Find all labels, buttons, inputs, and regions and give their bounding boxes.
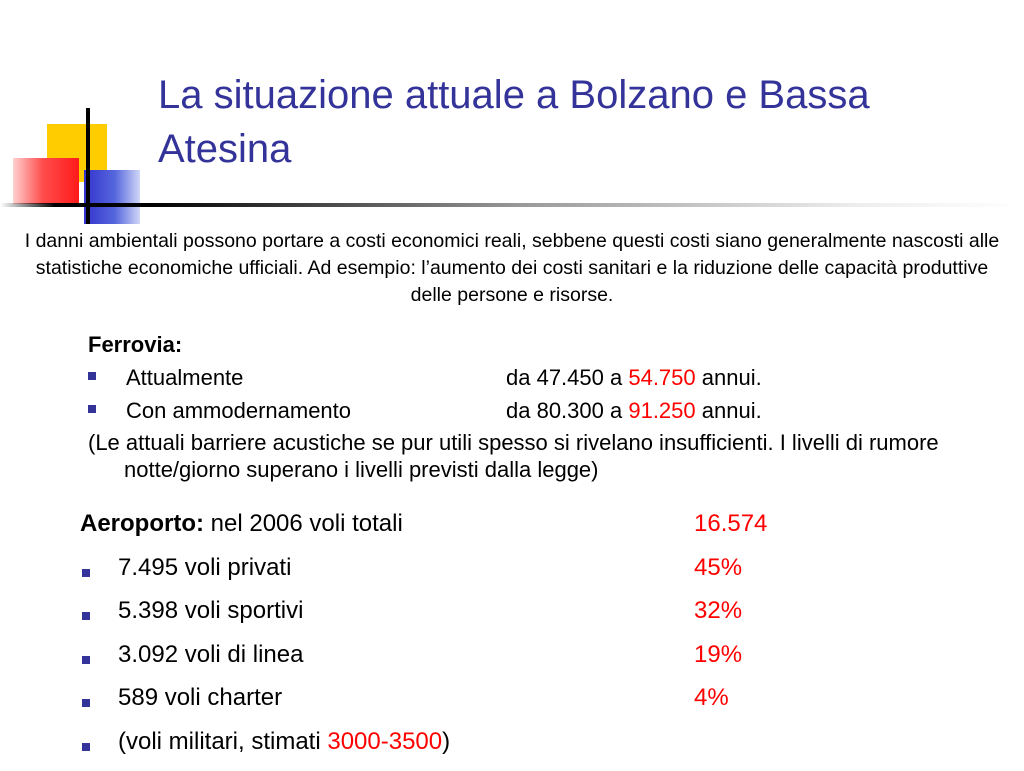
ferrovia-item-label: Attualmente bbox=[126, 361, 243, 394]
bullet-icon bbox=[88, 372, 96, 380]
ferrovia-item-attualmente bbox=[88, 361, 1018, 394]
aeroporto-item bbox=[80, 554, 1010, 598]
value-prefix: da 47.450 a bbox=[506, 365, 628, 390]
ferrovia-section bbox=[88, 328, 1018, 483]
aeroporto-heading-text: nel 2006 voli totali bbox=[204, 510, 403, 537]
logo-blue-square bbox=[84, 170, 140, 224]
military-prefix: (voli militari, stimati bbox=[118, 728, 327, 755]
value-highlight: 91.250 bbox=[628, 398, 695, 423]
aeroporto-item-value: 45% bbox=[694, 554, 742, 582]
aeroporto-item-value: 4% bbox=[694, 684, 729, 712]
aeroporto-military-item bbox=[80, 728, 1010, 771]
aeroporto-heading-row bbox=[80, 510, 1010, 554]
aeroporto-total: 16.574 bbox=[694, 510, 767, 538]
ferrovia-note: (Le attuali barriere acustiche se pur utili spesso si rivelano insufficienti. I livelli di rumore notte/giorno superano i livelli previsti dalla legge) bbox=[88, 429, 1024, 483]
aeroporto-item bbox=[80, 597, 1010, 641]
title-divider-line bbox=[0, 198, 1024, 212]
slide-title: La situazione attuale a Bolzano e Bassa Atesina bbox=[158, 68, 978, 176]
value-highlight: 54.750 bbox=[628, 365, 695, 390]
value-prefix: da 80.300 a bbox=[506, 398, 628, 423]
aeroporto-item-label: 7.495 voli privati bbox=[118, 554, 291, 582]
bullet-icon bbox=[82, 656, 90, 664]
aeroporto-item bbox=[80, 684, 1010, 728]
aeroporto-item-label: 3.092 voli di linea bbox=[118, 641, 303, 669]
bullet-icon bbox=[88, 405, 96, 413]
ferrovia-item-ammodernamento bbox=[88, 394, 1018, 427]
value-suffix: annui. bbox=[696, 398, 762, 423]
aeroporto-military-label bbox=[118, 728, 450, 756]
aeroporto-item-value: 19% bbox=[694, 641, 742, 669]
military-suffix: ) bbox=[442, 728, 450, 755]
aeroporto-heading bbox=[80, 510, 403, 538]
aeroporto-section bbox=[80, 510, 1010, 771]
aeroporto-item-label: 5.398 voli sportivi bbox=[118, 597, 303, 625]
bullet-icon bbox=[82, 612, 90, 620]
ferrovia-item-value bbox=[506, 394, 762, 427]
bullet-icon bbox=[82, 743, 90, 751]
bullet-icon bbox=[82, 699, 90, 707]
value-suffix: annui. bbox=[696, 365, 762, 390]
military-highlight: 3000-3500 bbox=[327, 728, 442, 755]
aeroporto-item-label: 589 voli charter bbox=[118, 684, 282, 712]
logo-red-square bbox=[13, 158, 79, 204]
ferrovia-item-label: Con ammodernamento bbox=[126, 394, 351, 427]
ferrovia-item-value bbox=[506, 361, 762, 394]
aeroporto-item bbox=[80, 641, 1010, 685]
bullet-icon bbox=[82, 569, 90, 577]
aeroporto-item-value: 32% bbox=[694, 597, 742, 625]
ferrovia-heading: Ferrovia: bbox=[88, 328, 1018, 361]
aeroporto-heading-label: Aeroporto: bbox=[80, 510, 204, 537]
intro-paragraph: I danni ambientali possono portare a costi economici reali, sebbene questi costi siano generalmente nascosti alle statistiche economiche ufficiali. Ad esempio: l’aumento dei costi sanitari e la riduzione delle capacità produttive delle persone e risorse. bbox=[20, 228, 1004, 309]
